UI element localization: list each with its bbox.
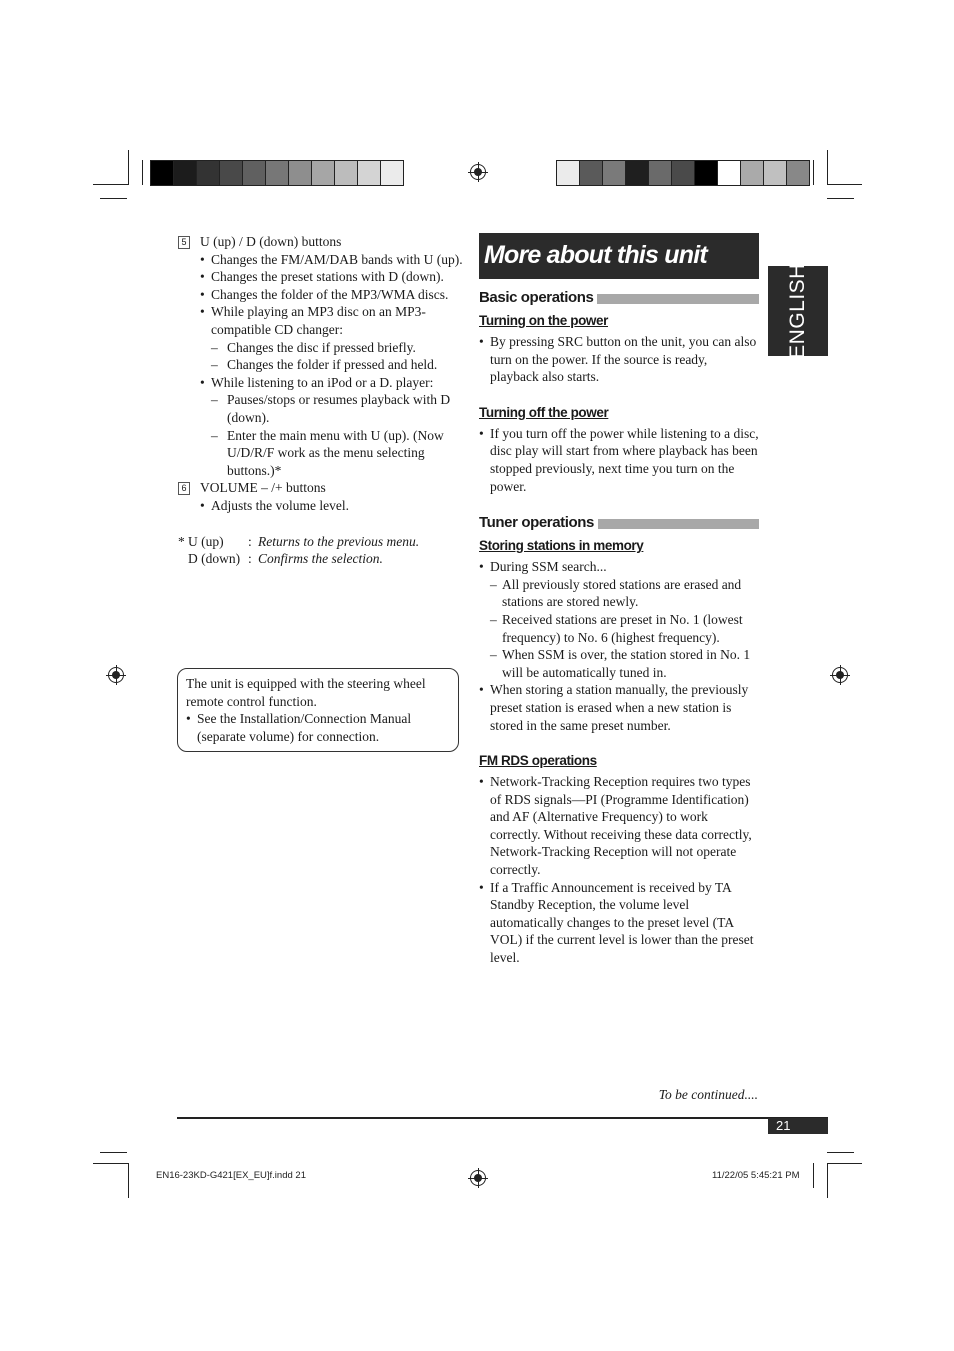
subheading-fm-rds: FM RDS operations <box>479 753 597 769</box>
list-item: • See the Installation/Connection Manual (separate volume) for connection. <box>186 711 412 744</box>
sub-list-item: – Pauses/stops or resumes playback with D (down). <box>211 392 451 425</box>
color-swatch <box>266 161 289 185</box>
registration-mark-icon <box>470 1170 486 1186</box>
color-swatch <box>672 161 695 185</box>
color-swatch <box>197 161 220 185</box>
color-swatch <box>580 161 603 185</box>
registration-mark-icon <box>108 667 124 683</box>
registration-mark-icon <box>470 164 486 180</box>
list-item: • Network-Tracking Reception requires two types of RDS signals—PI (Programme Identification) and AF (Alternative Frequency) to work correctly. Without receiving these data correctly, Network-Tracking Reception will not operate correctly. <box>479 774 752 878</box>
footnote-row: * U (up) : Returns to the previous menu. <box>178 533 420 549</box>
color-swatch <box>151 161 174 185</box>
color-swatch <box>626 161 649 185</box>
color-swatch <box>718 161 741 185</box>
color-swatch <box>557 161 580 185</box>
color-swatch <box>312 161 335 185</box>
list-item: • While listening to an iPod or a D. player: <box>200 374 434 390</box>
sub-list-item: – Changes the folder if pressed and held. <box>211 357 438 373</box>
color-swatch <box>220 161 243 185</box>
sub-list-item: – Enter the main menu with U (up). (Now U/D/R/F work as the menu selecting buttons.)* <box>211 427 444 478</box>
language-tab: ENGLISH <box>768 266 828 356</box>
list-item: • Changes the FM/AM/DAB bands with U (up). <box>200 251 463 267</box>
list-item: • During SSM search... <box>479 559 607 575</box>
color-swatch <box>358 161 381 185</box>
list-item: • When storing a station manually, the previously preset station is erased when a new station is stored in the same preset number. <box>479 682 749 733</box>
right-column <box>479 233 759 967</box>
footer-file-info: EN16-23KD-G421[EX_EU]f.indd 21 <box>156 1170 306 1181</box>
footnote <box>178 533 463 568</box>
registration-mark-icon <box>832 667 848 683</box>
item-5-bullets <box>178 251 463 480</box>
list-item: • While playing an MP3 disc on an MP3-compatible CD changer: <box>200 304 426 337</box>
color-swatch <box>174 161 197 185</box>
sub-list-item: – When SSM is over, the station stored in No. 1 will be automatically tuned in. <box>490 647 751 680</box>
ssm-sub-items <box>479 576 759 682</box>
item-number-box: 5 <box>178 236 190 249</box>
footer-rule <box>177 1117 828 1119</box>
list-item: • Adjusts the volume level. <box>200 497 349 513</box>
sub-list-item: – Received stations are preset in No. 1 (lowest frequency) to No. 6 (highest frequency). <box>490 611 743 645</box>
item-5-heading: 5 U (up) / D (down) buttons <box>178 233 463 251</box>
subheading-storing-stations: Storing stations in memory <box>479 538 644 554</box>
color-swatch <box>649 161 672 185</box>
fm-rds-bullets <box>479 773 759 967</box>
section-heading-tuner: Tuner operations <box>479 513 759 533</box>
section-heading-basic: Basic operations <box>479 288 759 308</box>
subheading-turning-off: Turning off the power <box>479 404 609 420</box>
color-swatch <box>695 161 718 185</box>
color-swatch <box>335 161 358 185</box>
color-swatch <box>243 161 266 185</box>
item-number-box: 6 <box>178 482 190 495</box>
item-6-heading: 6 VOLUME – /+ buttons <box>178 479 463 497</box>
footer-timestamp: 11/22/05 5:45:21 PM <box>712 1170 800 1181</box>
color-swatch <box>764 161 787 185</box>
continued-note: To be continued.... <box>658 1087 758 1102</box>
color-swatch <box>741 161 764 185</box>
subheading-turning-on: Turning on the power <box>479 313 608 328</box>
page-title: More about this unit <box>479 233 759 279</box>
list-item: • If you turn off the power while listening to a disc, disc play will start from where playback has been stopped previously, next time you turn on the power. <box>479 425 759 494</box>
list-item: • By pressing SRC button on the unit, you can also turn on the power. If the source is ready, playback also starts. <box>479 334 757 385</box>
color-swatch <box>787 161 809 185</box>
color-swatch <box>381 161 403 185</box>
color-swatch <box>289 161 312 185</box>
left-column <box>178 233 463 568</box>
footnote-row: D (down) : Confirms the selection. <box>188 551 383 567</box>
steering-wheel-note-box: The unit is equipped with the steering wheel remote control function. • See the Installation/Connection Manual (separate volume) for connection. <box>177 668 459 752</box>
color-calibration-bar-left <box>150 160 404 186</box>
list-item: • Changes the folder of the MP3/WMA discs. <box>200 286 449 302</box>
sub-list-item: – Changes the disc if pressed briefly. <box>211 339 416 355</box>
list-item: • Changes the preset stations with D (down). <box>200 269 444 285</box>
page-number: 21 <box>768 1118 828 1134</box>
list-item: • If a Traffic Announcement is received by TA Standby Reception, the volume level automatically changes to the preset level (TA VOL) if the current level is lower than the preset level. <box>479 879 754 966</box>
color-swatch <box>603 161 626 185</box>
color-calibration-bar-right <box>556 160 810 186</box>
sub-list-item: – All previously stored stations are erased and stations are stored newly. <box>490 576 742 610</box>
